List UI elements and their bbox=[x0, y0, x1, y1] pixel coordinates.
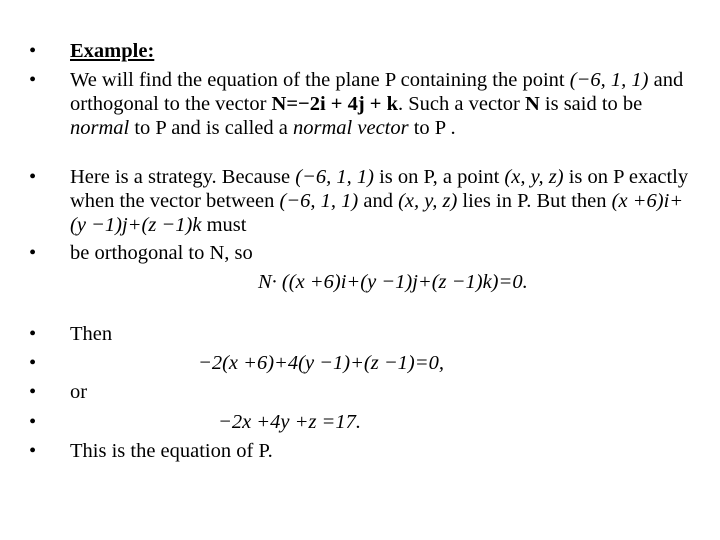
bullet-or bbox=[29, 380, 690, 404]
strategy-text-2: is on P, a point bbox=[373, 166, 505, 188]
strategy-xyz-2: (x, y, z) bbox=[398, 190, 458, 212]
bullet-glyph: • bbox=[29, 323, 37, 345]
intro-point: (−6, 1, 1) bbox=[569, 69, 649, 91]
bullet-intro bbox=[29, 68, 690, 140]
bullet-glyph: • bbox=[29, 69, 37, 91]
equation-2: −2x +4y +z =17. bbox=[218, 411, 362, 433]
intro-normal-word: normal bbox=[70, 117, 130, 139]
bullet-example bbox=[29, 39, 690, 63]
bullet-glyph: • bbox=[29, 40, 37, 62]
intro-text-1: We will find the equation of the plane P containing the point bbox=[70, 69, 570, 91]
bullet-glyph: • bbox=[29, 242, 37, 264]
intro-text-6: to P . bbox=[408, 117, 456, 139]
orthogonal-line: be orthogonal to N, so bbox=[70, 242, 253, 264]
then-label: Then bbox=[70, 323, 113, 345]
strategy-text-3: is on P exactly when the vector between bbox=[70, 166, 689, 212]
or-label: or bbox=[70, 381, 88, 403]
strategy-text-4: and bbox=[358, 190, 399, 212]
strategy-text-5: lies in P. But then bbox=[457, 190, 612, 212]
strategy-text-1: Here is a strategy. Because bbox=[70, 166, 296, 188]
intro-text-2: and orthogonal to the vector bbox=[70, 69, 684, 115]
bullet-then bbox=[29, 322, 690, 346]
bullet-conclusion bbox=[29, 439, 690, 463]
intro-n: N bbox=[524, 93, 540, 115]
example-heading: Example: bbox=[70, 40, 155, 62]
strategy-xyz: (x, y, z) bbox=[504, 166, 564, 188]
bullet-orthogonal bbox=[29, 241, 690, 265]
strategy-text-6: must bbox=[201, 214, 247, 236]
equation-1: −2(x +6)+4(y −1)+(z −1)=0, bbox=[198, 352, 444, 374]
dot-product-equation: N· ((x +6)i+(y −1)j+(z −1)k)=0. bbox=[258, 271, 528, 293]
conclusion: This is the equation of P. bbox=[70, 440, 273, 462]
intro-normal-vector-term: normal vector bbox=[293, 117, 409, 139]
intro-normal-vector-expr: N=−2i + 4j + k bbox=[271, 93, 398, 115]
intro-text-4: is said to be bbox=[539, 93, 643, 115]
bullet-glyph: • bbox=[29, 166, 37, 188]
intro-text-5: to P and is called a bbox=[129, 117, 294, 139]
bullet-glyph: • bbox=[29, 440, 37, 462]
strategy-vector-expr: (x +6)i+(y −1)j+(z −1)k bbox=[70, 190, 684, 236]
bullet-strategy bbox=[29, 165, 690, 237]
bullet-glyph: • bbox=[29, 381, 37, 403]
bullet-glyph: • bbox=[29, 411, 37, 433]
strategy-point-2: (−6, 1, 1) bbox=[279, 190, 359, 212]
bullet-glyph: • bbox=[29, 352, 37, 374]
intro-text-3: . Such a vector bbox=[398, 93, 525, 115]
strategy-point: (−6, 1, 1) bbox=[295, 166, 374, 188]
